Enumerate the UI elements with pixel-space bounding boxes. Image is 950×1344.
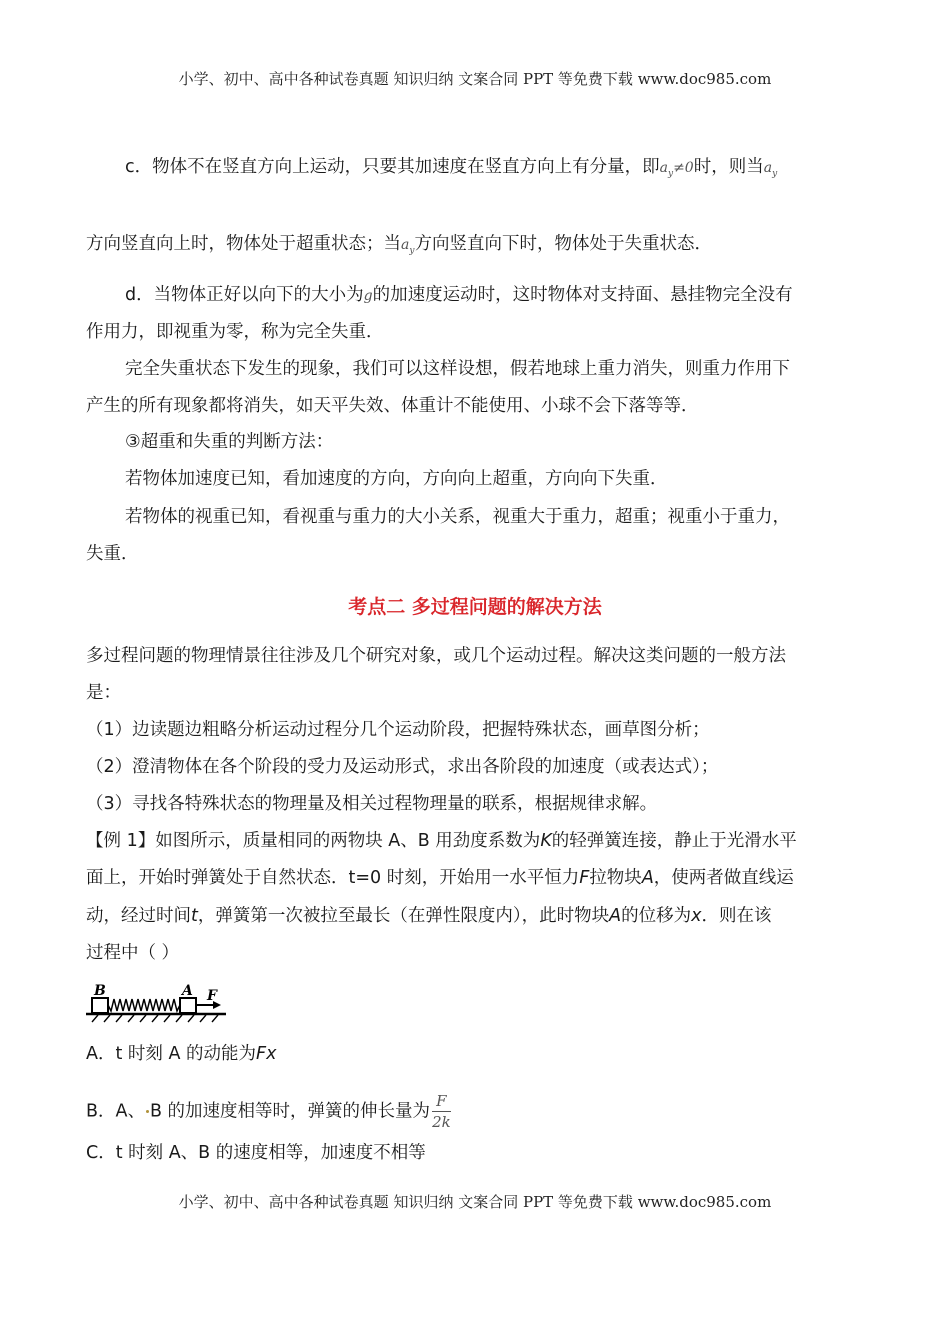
example-text3: 面上，开始时弹簧处于自然状态．t=0 时刻，开始用一水平恒力 — [86, 868, 580, 888]
intro-line2: 是： — [86, 683, 121, 703]
var-A: A — [641, 868, 654, 888]
math-ay-1-base: a — [659, 160, 668, 176]
math-ay-2-base: a — [763, 160, 773, 176]
label-F: F — [207, 988, 217, 1004]
judge-line1: 若物体加速度已知，看加速度的方向，方向向上超重，方向向下失重． — [125, 469, 668, 489]
page-header: 小学、初中、高中各种试卷真题 知识归纳 文案合同 PPT 等免费下载 www.doc985.com — [178, 70, 772, 88]
step-1: （1）边读题边粗略分析运动过程分几个运动阶段，把握特殊状态，画草图分析； — [86, 720, 710, 740]
math-ay-3-sub: y — [409, 245, 415, 256]
spring-block-figure — [86, 980, 231, 1024]
para-c-line2 — [86, 232, 712, 263]
option-B-fraction — [432, 1091, 451, 1132]
var-A2: A — [609, 906, 622, 926]
fraction-denominator: 2k — [432, 1113, 451, 1131]
spring — [108, 999, 180, 1011]
example-text5: ，使两者做直线运 — [653, 868, 794, 888]
option-B-text2: B 的加速度相等时，弹簧的伸长量为 — [149, 1101, 431, 1122]
example-text9: ．则在该 — [701, 906, 772, 926]
var-k: K — [540, 831, 552, 851]
para-c-text2: 时，则当 — [693, 157, 764, 177]
example-text7: ，弹簧第一次被拉至最长（在弹性限度内），此时物块 — [197, 906, 610, 926]
section-title: 考点二 多过程问题的解决方法 — [348, 596, 602, 618]
step-3: （3）寻找各特殊状态的物理量及相关过程物理量的联系，根据规律求解。 — [86, 794, 658, 814]
math-ay-1-neq: ≠0 — [673, 160, 694, 176]
para-d-line2: 作用力，即视重为零，称为完全失重． — [86, 322, 384, 342]
step-2: （2）澄清物体在各个阶段的受力及运动形式，求出各阶段的加速度（或表达式）； — [86, 757, 719, 777]
math-ay-2 — [763, 160, 778, 179]
label-A: A — [182, 983, 193, 999]
option-A-text: A．t 时刻 A 的动能为 — [86, 1044, 256, 1064]
option-B — [86, 1091, 451, 1132]
para-c-text1: c．物体不在竖直方向上运动，只要其加速度在竖直方向上有分量，即 — [125, 157, 660, 177]
ground-hatch — [92, 1015, 218, 1022]
judge-title: ③超重和失重的判断方法： — [125, 432, 334, 452]
para-c-text3: 方向竖直向上时，物体处于超重状态；当 — [86, 234, 401, 254]
example-text4: 拉物块 — [589, 868, 642, 888]
math-ay-1-sub: y — [667, 168, 674, 179]
para-complete-line1: 完全失重状态下发生的现象，我们可以这样设想，假若地球上重力消失，则重力作用下 — [125, 359, 790, 379]
example-line4: 过程中（ ） — [86, 943, 180, 963]
judge-line2b: 失重． — [86, 544, 139, 564]
example-line3 — [86, 904, 771, 928]
example-line1 — [86, 829, 797, 853]
example-text2: 的轻弹簧连接，静止于光滑水平 — [551, 831, 797, 851]
math-ay-3-base: a — [401, 237, 410, 253]
intro-line1: 多过程问题的物理情景往往涉及几个研究对象，或几个运动过程。解决这类问题的一般方法 — [86, 646, 786, 666]
option-B-text1: B．A、 — [86, 1101, 145, 1122]
math-ay-3 — [401, 237, 415, 256]
var-F: F — [579, 868, 590, 888]
para-d-text1: d．当物体正好以向下的大小为 — [125, 285, 364, 305]
option-A — [86, 1042, 276, 1066]
var-x: x — [691, 906, 702, 926]
judge-line2a: 若物体的视重已知，看视重与重力的大小关系，视重大于重力，超重；视重小于重力， — [125, 507, 790, 527]
example-line2 — [86, 866, 794, 890]
para-complete-line2: 产生的所有现象都将消失，如天平失效、体重计不能使用、小球不会下落等等． — [86, 396, 699, 416]
example-text1: 【例 1】如图所示，质量相同的两物块 A、B 用劲度系数为 — [86, 831, 541, 851]
page-footer: 小学、初中、高中各种试卷真题 知识归纳 文案合同 PPT 等免费下载 www.doc985.com — [178, 1193, 772, 1211]
para-c-text4: 方向竖直向下时，物体处于失重状态． — [414, 234, 712, 254]
label-B: B — [94, 983, 106, 999]
para-d-text2: 的加速度运动时，这时物体对支持面、悬挂物完全没有 — [372, 285, 793, 305]
math-g: g — [363, 288, 373, 304]
math-ay-1 — [659, 160, 694, 179]
para-c-line1 — [125, 155, 777, 186]
var-t: t — [191, 906, 198, 926]
block-A — [180, 998, 196, 1013]
math-ay-2-sub: y — [772, 168, 778, 179]
fraction-numerator: F — [432, 1091, 451, 1112]
block-B — [92, 998, 108, 1013]
example-text6: 动，经过时间 — [86, 906, 191, 926]
stray-dot — [146, 1110, 149, 1113]
para-d-line1 — [125, 283, 793, 308]
option-C: C．t 时刻 A、B 的速度相等，加速度不相等 — [86, 1143, 426, 1163]
option-A-math: Fx — [256, 1044, 277, 1064]
example-text8: 的位移为 — [621, 906, 692, 926]
